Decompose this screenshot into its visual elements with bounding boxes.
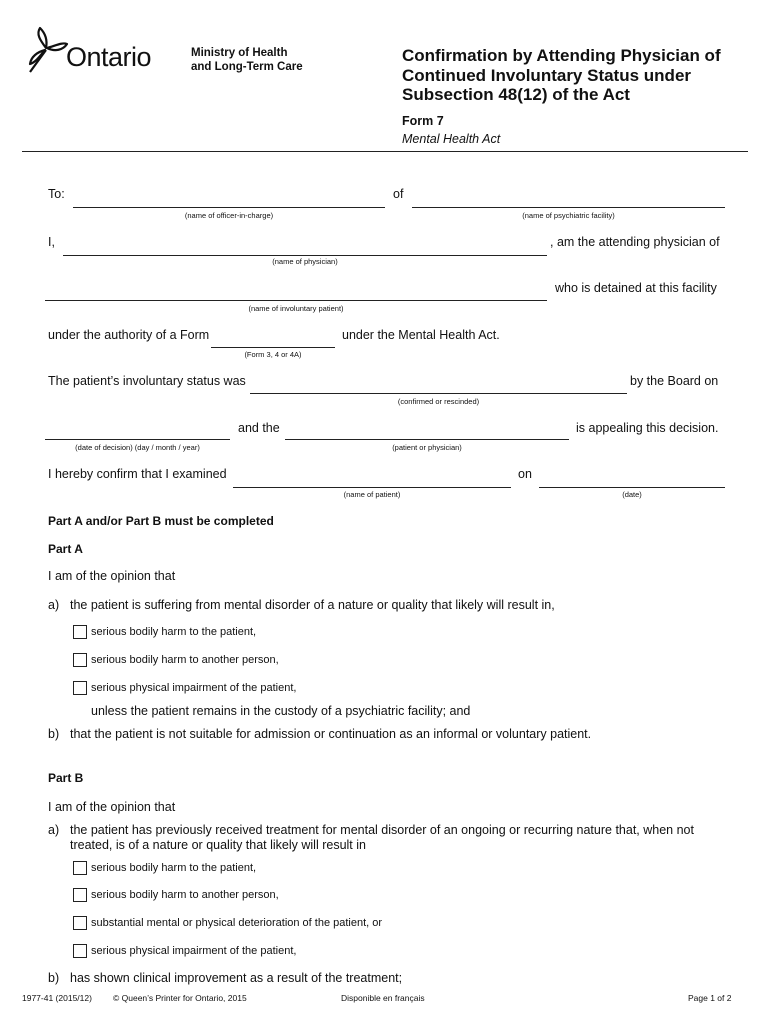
footer-page-number: Page 1 of 2 — [688, 993, 732, 1003]
board-text: by the Board on — [630, 374, 719, 388]
part-b-b-text: has shown clinical improvement as a result of the treatment; — [70, 971, 403, 985]
title-line1: Confirmation by Attending Physician of — [402, 46, 721, 65]
and-the-text: and the — [238, 421, 280, 435]
authority-text: under the authority of a Form — [48, 328, 210, 342]
status-text: The patient’s involuntary status was — [48, 374, 246, 388]
appellant-caption: (patient or physician) — [392, 443, 462, 452]
part-b-a-text-line1: the patient has previously received treatment for mental disorder of an ongoing or recurring nature that, when not — [70, 823, 694, 837]
confirmed-caption: (confirmed or rescinded) — [397, 397, 480, 406]
part-a-b-marker: b) — [48, 727, 60, 741]
psychiatric-facility-field[interactable] — [412, 207, 725, 208]
part-a-unless-text: unless the patient remains in the custody of a psychiatric facility; and — [91, 704, 471, 718]
examined-patient-caption: (name of patient) — [343, 490, 401, 499]
part-a-b-text: that the patient is not suitable for admission or continuation as an informal or voluntary patient. — [70, 727, 592, 741]
form-title — [402, 46, 721, 105]
form-type-field[interactable] — [211, 347, 335, 348]
decision-date-field[interactable] — [45, 439, 230, 440]
part-b-opinion: I am of the opinion that — [48, 800, 176, 814]
part-b-a-text-line2: treated, is of a nature or quality that likely will result in — [70, 838, 366, 852]
i-label: I, — [48, 235, 55, 249]
form-number: Form 7 — [402, 114, 444, 128]
exam-date-caption: (date) — [622, 490, 642, 499]
ontario-logo — [22, 26, 172, 76]
part-b-checkbox-deterioration[interactable] — [73, 916, 87, 930]
part-a-opinion: I am of the opinion that — [48, 569, 176, 583]
footer-form-code: 1977-41 (2015/12) — [22, 993, 92, 1003]
trillium-icon — [22, 26, 72, 76]
footer-copyright: © Queen’s Printer for Ontario, 2015 — [113, 993, 247, 1003]
appealing-text: is appealing this decision. — [576, 421, 719, 435]
involuntary-patient-caption: (name of involuntary patient) — [248, 304, 344, 313]
physician-name-field[interactable] — [63, 255, 547, 256]
part-b-heading: Part B — [48, 771, 84, 785]
part-a-option-harm-to-another: serious bodily harm to another person, — [91, 654, 279, 666]
part-b-checkbox-harm-to-another[interactable] — [73, 888, 87, 902]
to-label: To: — [48, 187, 65, 201]
part-a-option-harm-to-patient: serious bodily harm to the patient, — [91, 626, 257, 638]
footer-french: Disponible en français — [341, 993, 425, 1003]
on-text: on — [518, 467, 532, 481]
part-b-option-deterioration: substantial mental or physical deterioration of the patient, or — [91, 917, 383, 929]
examined-patient-field[interactable] — [233, 487, 511, 488]
act-name: Mental Health Act — [402, 132, 501, 146]
mental-health-act-text: under the Mental Health Act. — [342, 328, 500, 342]
part-b-option-harm-to-patient: serious bodily harm to the patient, — [91, 862, 257, 874]
detained-text: who is detained at this facility — [555, 281, 717, 295]
title-line2: Continued Involuntary Status under — [402, 65, 692, 85]
part-b-checkbox-harm-to-patient[interactable] — [73, 861, 87, 875]
part-a-heading: Part A — [48, 542, 83, 556]
part-b-option-harm-to-another: serious bodily harm to another person, — [91, 889, 279, 901]
part-b-checkbox-physical-impairment[interactable] — [73, 944, 87, 958]
examined-text: I hereby confirm that I examined — [48, 467, 227, 481]
attending-physician-text: , am the attending physician of — [550, 235, 720, 249]
part-a-a-text: the patient is suffering from mental disorder of a nature or quality that likely will result in, — [70, 598, 555, 612]
completion-instruction: Part A and/or Part B must be completed — [48, 514, 274, 528]
of-label: of — [393, 187, 404, 201]
part-a-option-physical-impairment: serious physical impairment of the patient, — [91, 682, 297, 694]
part-b-b-marker: b) — [48, 971, 60, 985]
physician-caption: (name of physician) — [272, 257, 338, 266]
decision-date-caption: (date of decision) (day / month / year) — [75, 443, 200, 452]
form-type-caption: (Form 3, 4 or 4A) — [244, 350, 302, 359]
part-a-checkbox-harm-to-another[interactable] — [73, 653, 87, 667]
confirmed-rescinded-field[interactable] — [250, 393, 627, 394]
part-a-checkbox-physical-impairment[interactable] — [73, 681, 87, 695]
part-b-a-marker: a) — [48, 823, 60, 837]
part-a-a-marker: a) — [48, 598, 60, 612]
officer-caption: (name of officer-in-charge) — [184, 211, 274, 220]
officer-in-charge-field[interactable] — [73, 207, 385, 208]
ministry-line2: and Long-Term Care — [191, 61, 303, 73]
involuntary-patient-field[interactable] — [45, 300, 547, 301]
facility-caption: (name of psychiatric facility) — [522, 211, 615, 220]
title-line3: Subsection 48(12) of the Act — [402, 85, 630, 104]
part-a-checkbox-harm-to-patient[interactable] — [73, 625, 87, 639]
exam-date-field[interactable] — [539, 487, 725, 488]
part-b-option-physical-impairment: serious physical impairment of the patient, — [91, 945, 297, 957]
ministry-name — [191, 46, 303, 74]
ministry-line1: Ministry of Health — [191, 47, 288, 59]
logo-wordmark: Ontario — [66, 42, 152, 72]
appellant-field[interactable] — [285, 439, 569, 440]
header-divider — [22, 151, 748, 152]
